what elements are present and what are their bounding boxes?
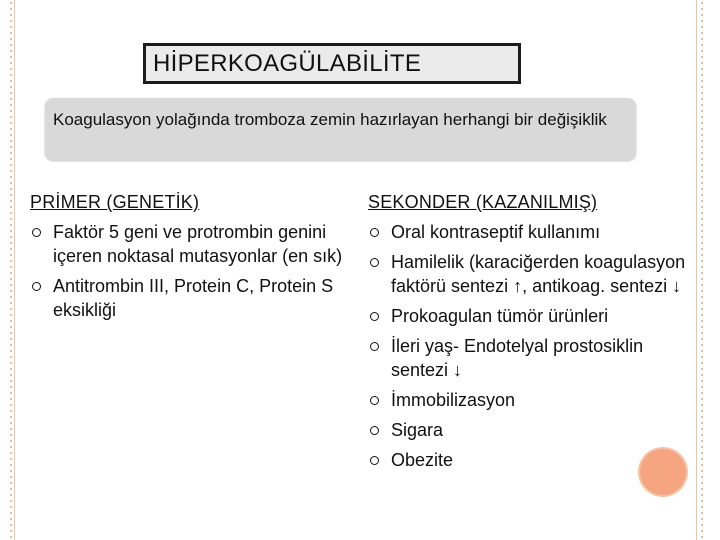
list-item xyxy=(30,274,350,322)
list-item-text: Obezite xyxy=(391,450,454,470)
list-item-text: İmmobilizasyon xyxy=(391,390,516,410)
list-item-text: Faktör 5 geni ve protrombin genini içeren noktasal mutasyonlar (en sık) xyxy=(53,222,343,266)
list-item xyxy=(368,304,688,328)
slide-title: HİPERKOAGÜLABİLİTE xyxy=(143,43,521,84)
hollow-circle-bullet-icon xyxy=(370,456,379,465)
hollow-circle-bullet-icon xyxy=(370,312,379,321)
list-item xyxy=(368,418,688,442)
hollow-circle-bullet-icon xyxy=(32,282,41,291)
list-item-text: İleri yaş- Endotelyal prostosiklin sentezi ↓ xyxy=(391,336,644,380)
hollow-circle-bullet-icon xyxy=(370,342,379,351)
right-column xyxy=(368,191,688,478)
list-item-text: Prokoagulan tümör ürünleri xyxy=(391,306,609,326)
definition-box: Koagulasyon yolağında tromboza zemin hazırlayan herhangi bir değişiklik xyxy=(45,98,636,160)
list-item-text: Antitrombin III, Protein C, Protein S eksikliği xyxy=(53,276,334,320)
right-bullet-list xyxy=(368,220,688,472)
list-item-text: Hamilelik (karaciğerden koagulasyon faktörü sentezi ↑, antikoag. sentezi ↓ xyxy=(391,252,686,296)
frame-dots-right xyxy=(700,0,704,540)
hollow-circle-bullet-icon xyxy=(370,396,379,405)
left-column-heading: PRİMER (GENETİK) xyxy=(30,192,200,212)
left-column xyxy=(30,191,350,328)
list-item xyxy=(368,250,688,298)
hollow-circle-bullet-icon xyxy=(370,228,379,237)
list-item xyxy=(368,334,688,382)
left-bullet-list xyxy=(30,220,350,322)
hollow-circle-bullet-icon xyxy=(370,258,379,267)
list-item-text: Oral kontraseptif kullanımı xyxy=(391,222,601,242)
list-item xyxy=(30,220,350,268)
hollow-circle-bullet-icon xyxy=(32,228,41,237)
frame-dots-left xyxy=(9,0,13,540)
right-column-heading: SEKONDER (KAZANILMIŞ) xyxy=(368,192,598,212)
hollow-circle-bullet-icon xyxy=(370,426,379,435)
list-item xyxy=(368,388,688,412)
list-item xyxy=(368,220,688,244)
decorative-orange-circle xyxy=(640,449,686,495)
list-item-text: Sigara xyxy=(391,420,444,440)
